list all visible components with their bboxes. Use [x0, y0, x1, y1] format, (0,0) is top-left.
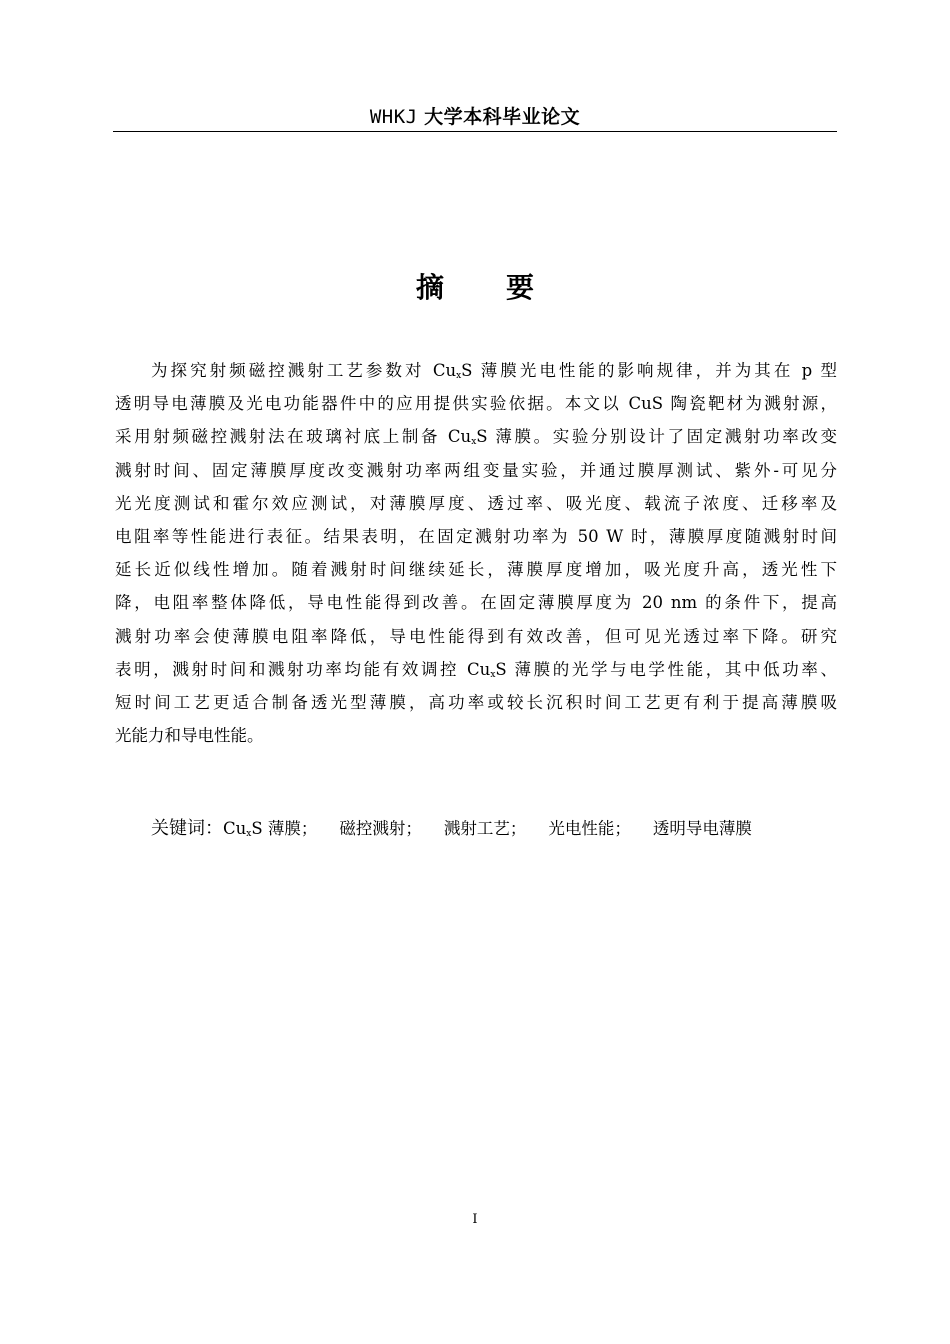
keywords-label: 关键词： — [151, 818, 223, 839]
abstract-body — [115, 354, 837, 752]
header-text: 大学本科毕业论文 — [424, 106, 581, 128]
keyword: 透明导电薄膜 — [652, 819, 752, 838]
abstract-line: 为探究射频磁控溅射工艺参数对 $Cu_xS$ 薄膜光电性能的影响规律，并为其在 p 型 — [151, 361, 837, 381]
header-rule — [113, 131, 837, 132]
keyword: $Cu_xS$ 薄膜； — [223, 819, 318, 839]
abstract-line: 延长近似线性增加。随着溅射时间继续延长，薄膜厚度增加，吸光度升高，透光性下 — [115, 560, 837, 580]
abstract-line: 电阻率等性能进行表征。结果表明，在固定溅射功率为 50 W 时，薄膜厚度随溅射时间 — [115, 526, 837, 546]
abstract-line: 表明，溅射时间和溅射功率均能有效调控 $Cu_xS$ 薄膜的光学与电学性能，其中低功率、 — [115, 659, 837, 680]
keyword: 磁控溅射； — [339, 819, 422, 838]
abstract-line: 溅射功率会使薄膜电阻率降低，导电性能得到有效改善，但可见光透过率下降。研究 — [115, 626, 837, 646]
abstract-line: 透明导电薄膜及光电功能器件中的应用提供实验依据。本文以 CuS 陶瓷靶材为溅射源， — [115, 394, 837, 414]
title-char-1: 摘 — [415, 271, 444, 304]
keyword: 溅射工艺； — [443, 819, 527, 838]
abstract-line: 光能力和导电性能。 — [115, 726, 264, 746]
abstract-line: 短时间工艺更适合制备透光型薄膜，高功率或较长沉积时间工艺更有利于提高薄膜吸 — [115, 692, 837, 712]
abstract-line: 溅射时间、固定薄膜厚度改变溅射功率两组变量实验，并通过膜厚测试、紫外-可见分 — [115, 460, 837, 480]
keyword: 光电性能； — [548, 819, 631, 838]
abstract-line: 采用射频磁控溅射法在玻璃衬底上制备 $Cu_xS$ 薄膜。实验分别设计了固定溅射功率改变 — [115, 427, 837, 448]
page-number: I — [472, 1212, 478, 1227]
header-prefix: WHKJ — [369, 106, 418, 128]
abstract-line: 降，电阻率整体降低，导电性能得到改善。在固定薄膜厚度为 20 nm 的条件下，提高 — [115, 593, 837, 613]
title-char-2: 要 — [506, 271, 535, 304]
running-header — [113, 104, 837, 130]
page-title — [0, 268, 950, 308]
keywords — [151, 812, 837, 845]
abstract-line: 光光度测试和霍尔效应测试，对薄膜厚度、透过率、吸光度、载流子浓度、迁移率及 — [115, 493, 837, 513]
